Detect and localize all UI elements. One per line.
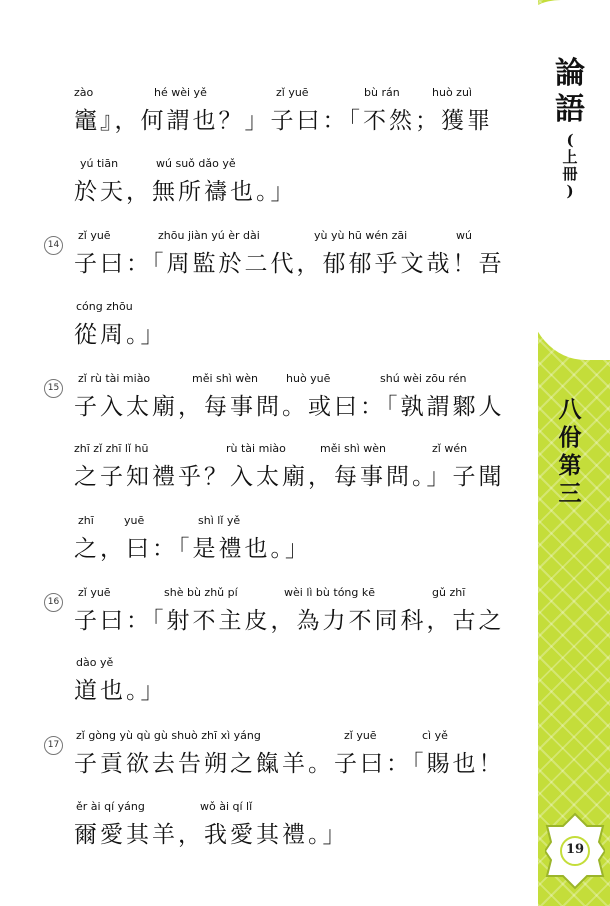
hanzi-row: 之，曰：「是禮也。」 (74, 536, 311, 562)
hanzi-row: 子曰：「周監於二代，郁郁乎文哉！吾 (74, 251, 505, 277)
pinyin-row: zǐ rù tài miào měi shì wèn huò yuē shú wèi zōu rén (78, 372, 467, 385)
verse-line (74, 656, 504, 706)
page-number-badge (545, 812, 605, 890)
hanzi-row: 從周。」 (74, 322, 167, 348)
hanzi-row: 子入太廟，每事問。或曰：「孰謂鄹人 (74, 394, 505, 420)
pinyin-row: zǐ yuē zhōu jiàn yú èr dài yù yù hū wén zāi wú (78, 229, 472, 242)
pinyin-row: cóng zhōu (76, 300, 133, 313)
pinyin-row: zǐ yuē shè bù zhǔ pí wèi lì bù tóng kē gǔ zhī (78, 586, 466, 599)
verse-line (74, 442, 504, 492)
pinyin-row: ěr ài qí yáng wǒ ài qí lǐ (76, 800, 253, 813)
verse-number: 14 (44, 236, 63, 255)
hanzi-row: 竈』，何謂也？」子曰：「不然；獲罪 (74, 108, 493, 134)
volume-label: ( 上 冊 ) (562, 131, 578, 200)
verse-number: 15 (44, 379, 63, 398)
verse-number: 17 (44, 736, 63, 755)
verse-line (74, 586, 504, 636)
hanzi-row: 道也。」 (74, 678, 167, 704)
pinyin-row: zhī zǐ zhī lǐ hū rù tài miào měi shì wèn zǐ wén (74, 442, 468, 455)
book-title: 論 語 (555, 56, 585, 127)
verse-line (74, 300, 504, 350)
pinyin-row: yú tiān wú suǒ dǎo yě (80, 157, 236, 170)
pinyin-row: dào yě (76, 656, 114, 669)
pinyin-row: zào hé wèi yě zǐ yuē bù rán huò zuì (74, 86, 472, 99)
verse-line (74, 729, 504, 779)
hanzi-row: 於天，無所禱也。」 (74, 179, 297, 205)
hanzi-row: 之子知禮乎？入太廟，每事問。」子聞 (74, 464, 505, 490)
verse-line (74, 86, 504, 136)
hanzi-row: 子貢欲去告朔之餼羊。子曰：「賜也！ (74, 751, 505, 777)
chapter-title: 八 佾 第 三 (558, 396, 582, 507)
verse-number: 16 (44, 593, 63, 612)
verse-line (74, 372, 504, 422)
verse-line (74, 157, 504, 207)
hanzi-row: 子曰：「射不主皮，為力不同科，古之 (74, 608, 505, 634)
verse-line (74, 514, 504, 564)
pinyin-row: zhī yuē shì lǐ yě (78, 514, 241, 527)
verse-line (74, 800, 504, 850)
verse-line (74, 229, 504, 279)
hanzi-row: 爾愛其羊，我愛其禮。」 (74, 822, 349, 848)
page-number: 19 (565, 842, 585, 857)
pinyin-row: zǐ gòng yù qù gù shuò zhī xì yáng zǐ yuē cì yě (76, 729, 448, 742)
